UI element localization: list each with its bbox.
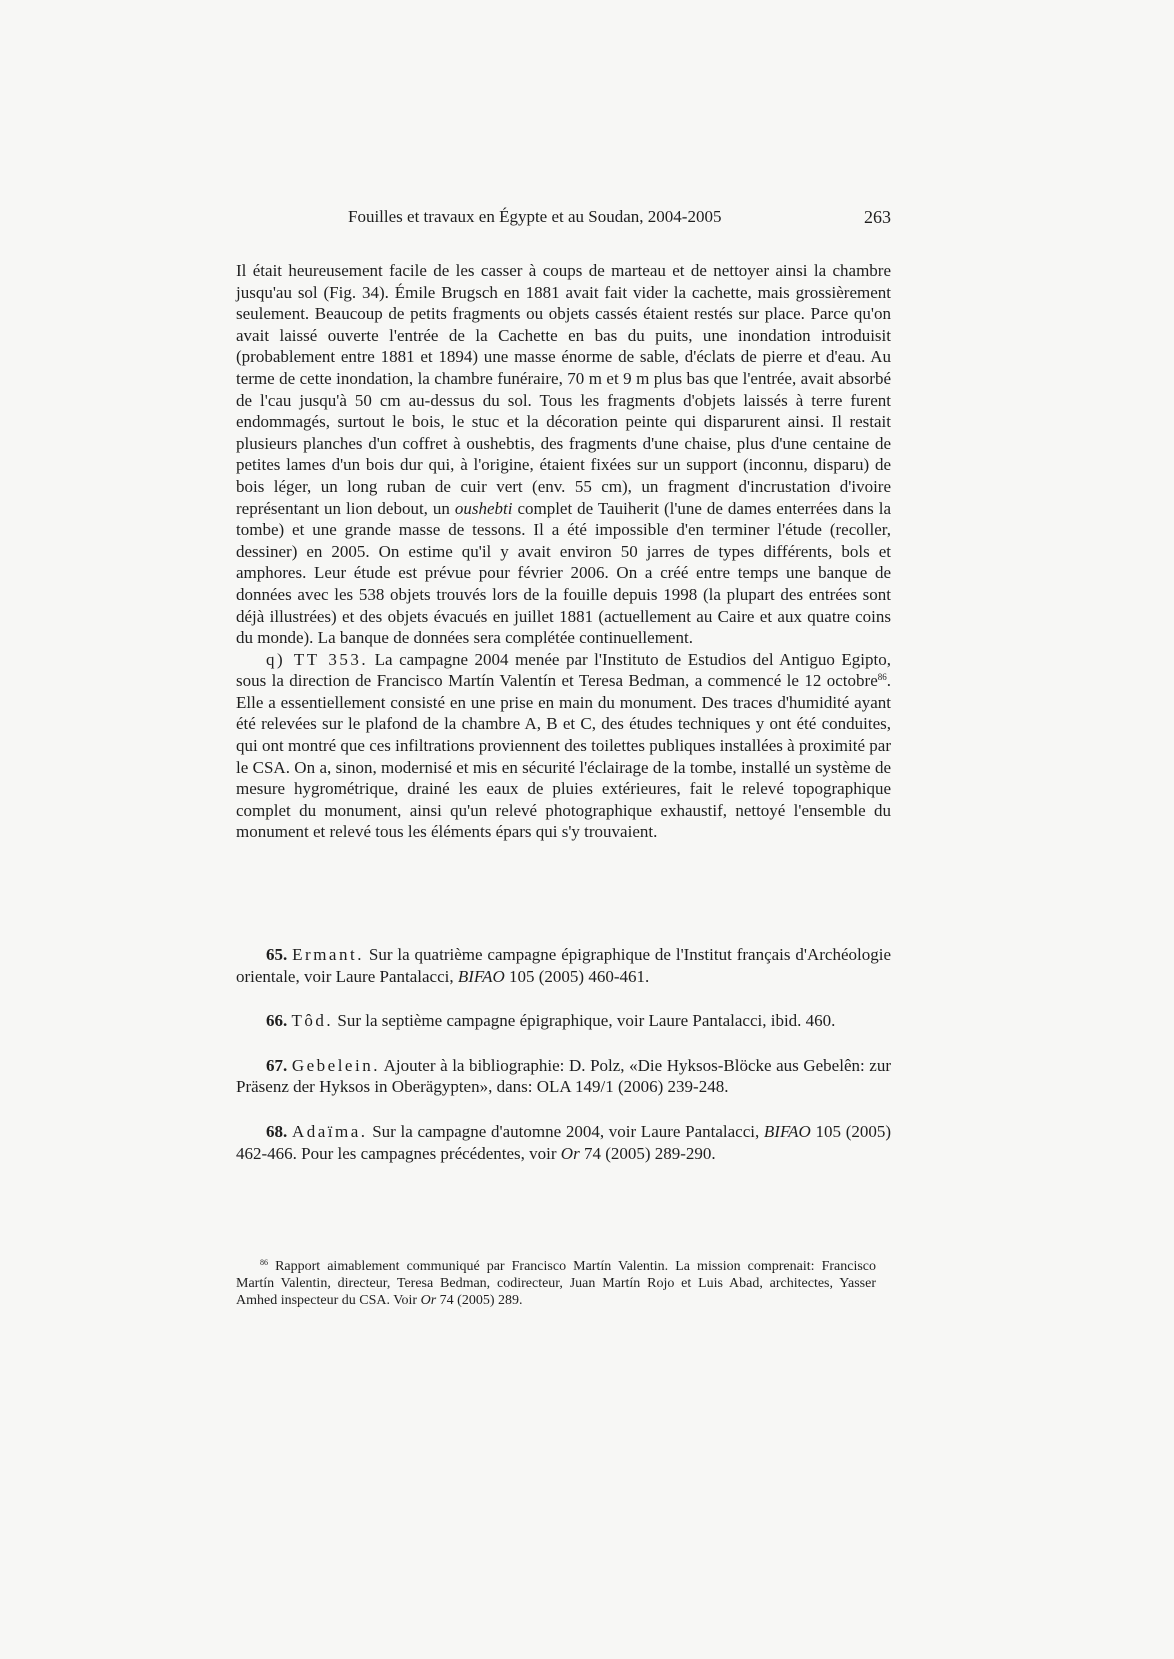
entry-ermant — [236, 944, 891, 987]
running-title: Fouilles et travaux en Égypte et au Soudan, 2004-2005 — [348, 207, 722, 226]
footnote-text: Rapport aimablement communiqué par Francisco Martín Valentin. La mission comprenait: Francisco Martín Valentin, directeur, Teresa Bedman, codirecteur, Juan Martín Rojo et Luis Abad, architectes, Yasser Amhed inspecteur du CSA. Voir — [236, 1259, 877, 1308]
entry-number: 65. — [266, 945, 288, 964]
footnote-86 — [236, 1258, 876, 1309]
entry-text: 105 (2005) 462-466. Pour les campagnes précédentes, voir — [236, 1121, 892, 1163]
footnote-reference[interactable]: 86 — [877, 672, 887, 683]
entry-number: 68. — [266, 1121, 288, 1141]
entry-site: Gebelein. — [291, 1055, 380, 1075]
paragraph-cachette — [236, 260, 891, 649]
running-header — [236, 203, 891, 231]
entry-site: Tôd. — [291, 1011, 334, 1031]
entry-site: Adaïma. — [291, 1121, 368, 1141]
paragraph-text: Il était heureusement facile de les casser à coups de marteau et de nettoyer ainsi la chambre jusqu'au sol (Fig. 34). Émile Brugsch en 1881 avait fait vider la cachette, mais grossièrement seulement. Beaucoup de petits fragments ou objets cassés étaient restés sur place. Parce qu'on avait laissé ouverte l'entrée de la Cachette en bas du puits, une inondation introduisit (probablement entre 1881 et 1894) une masse énorme de sable, d'éclats de pierre et d'eau. Au terme de cette inondation, la chambre funéraire, 70 m et 9 m plus bas que l'entrée, avait absorbé de l'cau jusqu'à 50 cm au-dessus du sol. Tous les fragments d'objets laissés à terre furent endommagés, surtout le bois, le stuc et la décoration peinte qui disparurent ainsi. Il restait plusieurs planches d'un coffret à oushebtis, des fragments d'une chaise, plus d'une centaine de petites lames d'un bois dur qui, à l'origine, étaient fixées sur un support (inconnu, disparu) de bois léger, un long ruban de cuir vert (env. 55 cm), un fragment d'incrustation d'ivoire représentant un lion debout, un — [236, 261, 891, 518]
page-number: 263 — [864, 207, 891, 227]
main-text — [236, 260, 891, 843]
entry-text: Ajouter à la bibliographie: D. Polz, «Die Hyksos-Blöcke aus Gebelên: zur Präsenz der Hyksos in Oberägypten», dans: OLA 149/1 (2006) 239-248. — [236, 1055, 892, 1097]
footnote-marker: 86 — [260, 1258, 268, 1267]
entry-tod — [236, 1010, 891, 1032]
journal-title: Or — [420, 1293, 437, 1308]
entry-site: Ermant. — [292, 945, 364, 964]
entry-number: 67. — [266, 1055, 288, 1075]
paragraph-tt353 — [236, 649, 891, 843]
journal-title: BIFAO — [763, 1121, 811, 1141]
paragraph-text: complet de Tauiherit (l'une de dames enterrées dans la tombe) et une grande masse de tessons. Il a été impossible d'en terminer l'étude (recoller, dessiner) en 2005. On estime qu'il y avait environ 50 jarres de types différents, bols et amphores. Leur étude est prévue pour février 2006. On a créé entre temps une banque de données avec les 538 objets trouvés lors de la fouille depuis 1998 (la plupart des entrées sont déjà illustrées) et des objets évacués en juillet 1881 (actuellement au Caire et aux quatre coins du monde). La banque de données sera complétée continuellement. — [236, 498, 892, 648]
journal-title: Or — [560, 1143, 580, 1163]
entry-adaima — [236, 1121, 891, 1164]
entry-text: Sur la quatrième campagne épigraphique de l'Institut français d'Archéologie orientale, voir Laure Pantalacci, — [236, 945, 891, 986]
paragraph-text: . Elle a essentiellement consisté en une prise en main du monument. Des traces d'humidité ayant été relevées sur le plafond de la chambre A, B et C, des études techniques y ont été conduites, qui ont montré que ces infiltrations proviennent des toilettes publiques installées à proximité par le CSA. On a, sinon, modernisé et mis en sécurité l'éclairage de la tombe, installé un système de mesure hygrométrique, drainé les eaux de pluies extérieures, fait le relevé topographique complet du monument, ainsi qu'un relevé photographique exhaustif, nettoyé l'ensemble du monument et relevé tous les éléments épars qui s'y trouvaient. — [236, 671, 891, 842]
journal-title: BIFAO — [457, 966, 505, 986]
italic-term: oushebti — [454, 498, 513, 518]
paragraph-text: La campagne 2004 menée par l'Instituto de Estudios del Antiguo Egipto, sous la direction de Francisco Martín Valentín et Teresa Bedman, a commencé le 12 octobre — [236, 649, 891, 691]
entry-text: 74 (2005) 289-290. — [583, 1143, 716, 1163]
site-entries — [236, 944, 891, 1187]
entry-gebelein — [236, 1055, 891, 1098]
footnote-text: 74 (2005) 289. — [439, 1293, 523, 1308]
entry-number: 66. — [266, 1011, 288, 1031]
entry-text: Sur la campagne d'automne 2004, voir Laure Pantalacci, — [372, 1121, 760, 1141]
entry-text: Sur la septième campagne épigraphique, voir Laure Pantalacci, ibid. 460. — [337, 1011, 836, 1031]
section-label: q) TT 353. — [266, 649, 369, 669]
entry-text: 105 (2005) 460-461. — [509, 966, 650, 986]
